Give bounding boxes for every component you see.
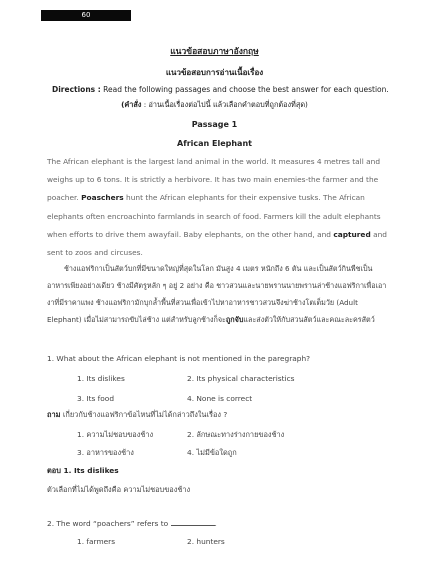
q2-option-2: 2. hunters: [187, 537, 225, 546]
question-2-period: .: [214, 519, 217, 528]
passage-english-paragraph: [47, 153, 387, 262]
q1-thai-option-4: 4. ไม่มีข้อใดถูก: [187, 448, 237, 457]
passage-en-part2: hunt the African elephants for their expensive tusks. The African elephants often encroachinto farmlands in search of food. Farmers kill the adult elephants when efforts to drive them awayfail. Baby elephants, on the other hand, and: [47, 193, 381, 239]
passage-en-poachers: Poaschers: [81, 193, 124, 203]
passage-thai-paragraph: [47, 260, 387, 328]
q1-option-1: 1. Its dislikes: [77, 374, 125, 383]
q1-thai-option-1: 1. ความไม่ชอบของช้าง: [77, 430, 154, 439]
q1-answer-explanation: ตัวเลือกที่ไม่ได้พูดถึงคือ ความไม่ชอบของช้าง: [47, 485, 191, 494]
q2-option-1: 1. farmers: [77, 537, 116, 546]
q1-answer: ตอบ 1. Its dislikes: [47, 466, 119, 475]
q1-option-3: 3. Its food: [77, 394, 115, 403]
passage-en-part3: and sent to zoos and circuses.: [47, 229, 387, 258]
question-1: 1. What about the African elephant is not mentioned in the paregraph?: [47, 354, 311, 363]
question-2: [47, 519, 217, 528]
question-2-text: 2. The word “poachers” refers to: [47, 519, 169, 528]
question-1-thai: [47, 409, 227, 421]
passage-en-captured: captured: [333, 229, 371, 239]
q1-thai-option-2: 2. ลักษณะทางร่างกายของช้าง: [187, 430, 285, 439]
q1-option-2: 2. Its physical characteristics: [187, 374, 295, 383]
page-number: 60: [41, 10, 131, 21]
question-1-thai-text: เกี่ยวกับช้างแอฟริกาข้อไหนที่ไม่ได้กล่าวถึงในเรื่อง ?: [60, 410, 228, 419]
passage-th-captured: ถูกจับ: [225, 315, 244, 324]
passage-en-part1: The African elephant is the largest land animal in the world. It measures 4 metres tall and weighs up to 6 tons. It is strictly a herbivore. It has two main enemies-the farmer and the poacher.: [47, 157, 381, 203]
directions-thai: [0, 100, 429, 111]
passage-title: African Elephant: [177, 139, 252, 148]
q1-option-4: 4. None is correct: [187, 394, 253, 403]
answer-blank: [171, 519, 215, 526]
page-title: แนวข้อสอบภาษาอังกฤษ: [170, 47, 259, 57]
question-1-thai-label: ถาม: [47, 410, 61, 419]
directions: [52, 85, 389, 94]
passage-label: Passage 1: [191, 120, 238, 129]
directions-label: Directions :: [52, 85, 101, 94]
passage-th-part2: และส่งตัวให้กับสวนสัตว์และคณะละครสัตว์: [243, 315, 375, 324]
q1-thai-option-3: 3. อาหารของช้าง: [77, 448, 134, 457]
passage-th-part1: ช้างแอฟริกาเป็นสัตว์บกที่มีขนาดใหญ่ที่สุดในโลก มันสูง 4 เมตร หนักถึง 6 ตัน และเป็นสัตว์กินพืชเป็นอาหารเพียงอย่างเดียว ช้างมีศัตรูหลัก ๆ อยู่ 2 อย่าง คือ ชาวสวนและนายพรานนายพรานล่าช้างแอฟริกาเพื่อเอางาที่มีราคาแพง ช้างแอฟริกามักบุกล้ำพื้นที่สวนเพื่อเข้าไปหาอาหารชาวสวนจึงฆ่าช้างโตเต็มวัย (Adult Elephant) เมื่อไม่สามารถขับไล่ช้าง แต่สำหรับลูกช้างก็จะ: [47, 264, 387, 324]
directions-thai-text: : อ่านเนื้อเรื่องต่อไปนี้ แล้วเลือกคำตอบที่ถูกต้องที่สุด): [141, 100, 308, 109]
page-subtitle: แนวข้อสอบการอ่านเนื้อเรื่อง: [165, 68, 264, 77]
directions-thai-label: (คำสั่ง: [121, 100, 142, 109]
directions-text: Read the following passages and choose the best answer for each question.: [100, 85, 389, 94]
